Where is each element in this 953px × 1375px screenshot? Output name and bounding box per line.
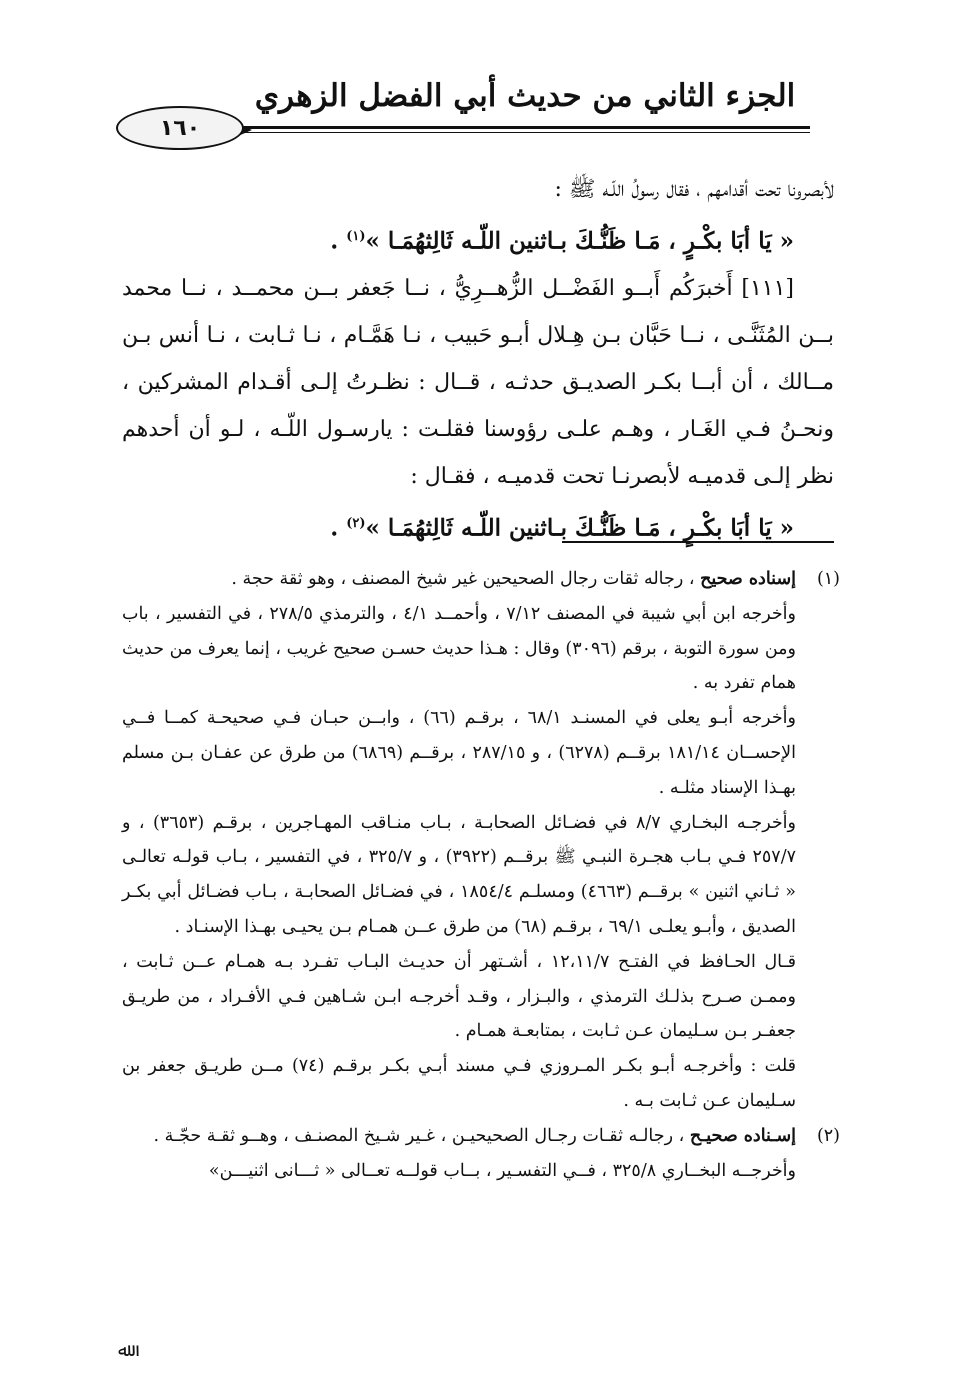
footnote-ref-1: (١) (346, 229, 366, 244)
quote-2-end: . (330, 514, 347, 542)
footnote-paragraph: وأخرجه أبـو يعلى في المسنـد ٦٨/١ ، برقـم (٦٦) ، وابــن حبـان فـي صحيحـة كمــا فــي الإحســان ١٨١/١٤ برقــم (٦٢٧٨) ، و ٢٨٧/١٥ ، برقــم (٦٨٦٩) من طرق عن عفـان بـن مسلم بهـذا الإسناد مثلـه . (122, 708, 796, 798)
page-number: ١٦٠ (159, 115, 201, 141)
quote-1-text: « يَا أبَا بكْـرٍ ، مَـا ظَنُّـكَ بـاثنين اللّـه ثَالِثهُمَـا » (365, 227, 794, 255)
footnote-paragraph: قـال الحـافظ في الفتـح ١٢،١١/٧ ، أشـتهر أن حديـث البـاب تفـرد بـه همـام عــن ثـابت ، وممـن صـرح بذلـك الترمذي ، والبـزار ، وقـد أخرجـه ابـن شـاهين فـي الأفـراد ، من طريـق جعفـر بـن سـليمان عـن ثـابت ، بمتابعـة همـام . (122, 951, 797, 1042)
footnote-body (122, 562, 796, 1119)
running-header-title: الجزء الثاني من حديث أبي الفضل الزهري (254, 78, 796, 114)
footnote-number: (٢) (816, 1125, 840, 1146)
main-text (122, 166, 834, 551)
main-line-1: لأبصرونا تحت أقدامهم ، فقال رسولُ اللّـه ﷺ : (554, 177, 834, 202)
footnote-2 (122, 1119, 840, 1189)
footnote-text: ، رجالـه ثقـات رجـال الصحيحيـن ، غـير شـيخ المصنـف ، وهــو ثقـة حجّـة . (153, 1125, 685, 1146)
footnote-paragraph (122, 1119, 796, 1154)
hadith-paragraph-111: [١١١] أَخبرَكُم أَبــو الفَضْــل الزُّهــرِيُّ ، نــا جَعفر بــن محمــد ، نــا محمد بــن المُثَنَّـى ، نــا حَبَّان بـن هِـلال أبـو حَبيب ، نـا هَمَّـام ، نـا ثـابت ، نـا أنس بـن مــالك ، أن أبــا بكـر الصديـق حدثـه ، قــال : نظـرتُ إلـى أقـدام المشركين ، ونحـنُ فـي الغَـار ، وهـم علـى رؤوسنا فقلـت : يارسـول اللّـه ، لـو أن أحدهم نظر إلـى قدميـه لأبصرنـا تحت قدميـه ، فقـال : (122, 275, 834, 489)
footnote-paragraph: وأخرجه ابن أبي شيبة في المصنف ٧/١٢ ، وأحمــد ٤/١ ، والترمذي ٢٧٨/٥ ، في التفسير ، باب ومن سورة التوبة ، برقم (٣٠٩٦) وقال : هـذا حديث حسـن صحيح غريب ، إنما يعرف من حديث همام تفرد به . (122, 603, 796, 694)
footnote-text: ، رجاله ثقات رجال الصحيحين غير شيخ المصنف ، وهو ثقة حجة . (231, 569, 695, 589)
page-corner-mark: ﷲ (118, 1340, 129, 1361)
footnote-body (122, 1119, 796, 1189)
footnote-1 (122, 562, 840, 1119)
footnote-paragraph: قلت : وأخرجـه أبـو بكـر المـروزي فـي مسند أبـي بكـر برقـم (٧٤) مــن طريـق جعفر بن سـليمان عـن ثـابت بـه . (122, 1056, 796, 1111)
page-number-badge (116, 106, 244, 150)
footnote-ref-2: (٢) (346, 515, 366, 531)
header-rule (205, 126, 810, 129)
hadith-quote-1 (122, 213, 834, 265)
footnote-paragraph (122, 562, 796, 597)
footnotes (122, 562, 840, 1188)
footnote-number: (١) (816, 569, 840, 589)
footnote-paragraph: وأخرجــه البخــاري ٣٢٥/٨ ، فــي التفسـير ، بــاب قولــه تعــالى « ثـــانى اثنيـــن» (208, 1160, 796, 1181)
quote-1-end: . (330, 227, 347, 255)
footnote-paragraph: وأخرجـه البخـاري ٨/٧ في فضـائل الصحابـة ، بـاب منـاقب المهـاجرين ، برقـم (٣٦٥٣) ، و ٢٥٧/٧ فـي بـاب هجـرة النبـي ﷺ برقــم (٣٩٢٢) ، و ٣٢٥/٧ ، في التفسير ، بـاب قولـه تعالـى « ثـاني اثنين » برقــم (٤٦٦٣) ومسلـم ١٨٥٤/٤ ، في فضـائل الصحابـة ، بـاب فضـائل أبي بكـر الصديق ، وأبـو يعلـى ٦٩/١ ، برقـم (٦٨) من طرق عــن همـام بـن يحيـى بهـذا الإسنـاد . (122, 812, 796, 937)
footnote-lead: إسناده صحيح (700, 569, 796, 589)
quote-2-text: « يَا أبَا بكْـرٍ ، مَـا ظَنُّـكَ بـاثنين اللّـه ثَالِثهُمَـا » (365, 514, 794, 542)
footnote-lead: إسـناده صحيـح (689, 1125, 796, 1146)
footnote-separator (562, 541, 834, 543)
header-rule-thin (205, 132, 810, 133)
hadith-quote-2 (122, 500, 834, 552)
